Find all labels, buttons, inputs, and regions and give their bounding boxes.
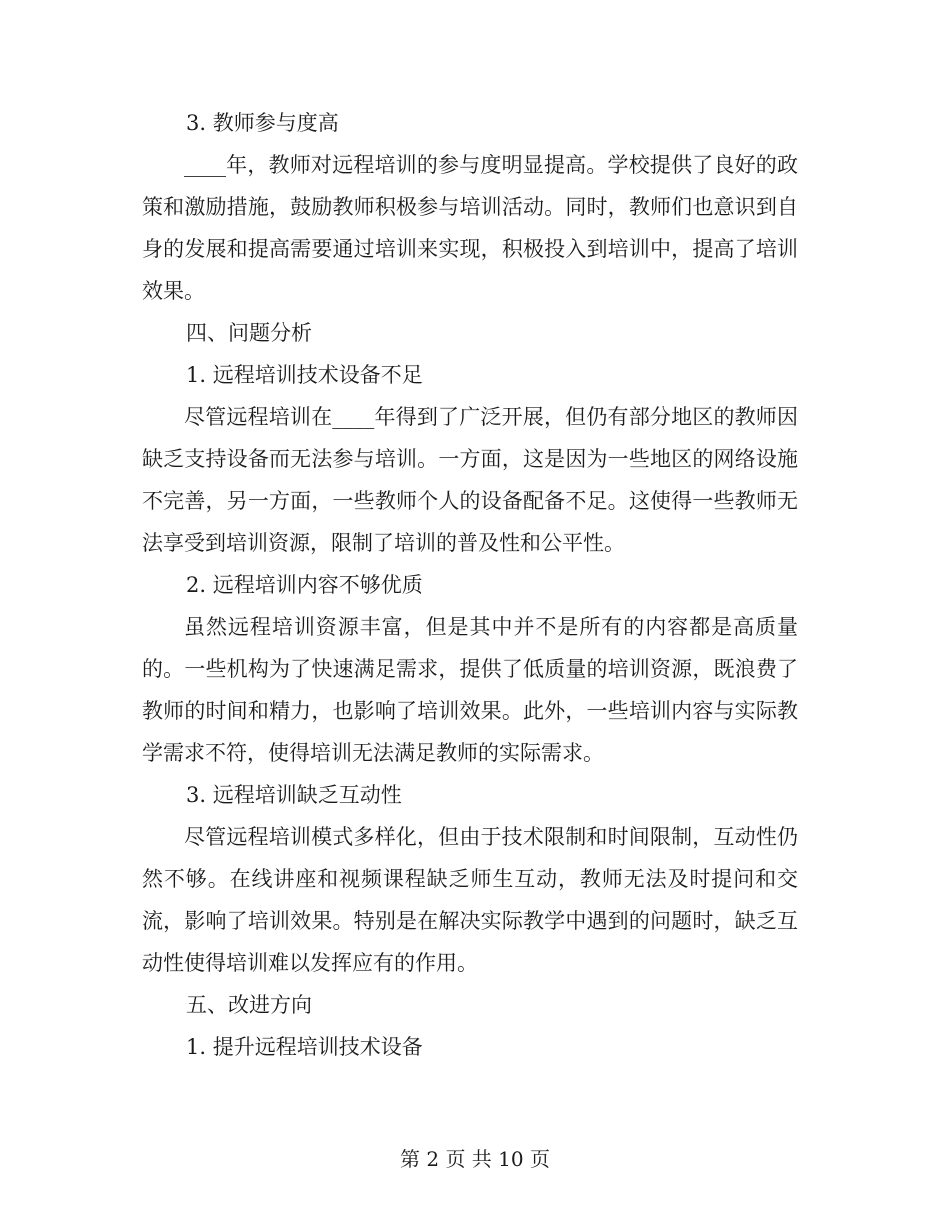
paragraph-content-quality: 虽然远程培训资源丰富，但是其中并不是所有的内容都是高质量的。一些机构为了快速满足需求，提供了低质量的培训资源，既浪费了教师的时间和精力，也影响了培训效果。此外，一些培训内容与实际教学需求不符，使得培训无法满足教师的实际需求。 (142, 615, 798, 765)
paragraph-lack-interaction: 尽管远程培训模式多样化，但由于技术限制和时间限制，互动性仍然不够。在线讲座和视频课程缺乏师生互动，教师无法及时提问和交流，影响了培训效果。特别是在解决实际教学中遇到的问题时，缺乏互动性使得培训难以发挥应有的作用。 (142, 825, 798, 975)
page-number-footer: 第 2 页 共 10 页 (400, 1147, 550, 1171)
paragraph-teacher-participation: ____年，教师对远程培训的参与度明显提高。学校提供了良好的政策和激励措施，鼓励教师积极参与培训活动。同时，教师们也意识到自身的发展和提高需要通过培训来实现，积极投入到培训中，提高了培训效果。 (142, 153, 798, 303)
section-heading-content-quality: 2. 远程培训内容不够优质 (186, 573, 423, 597)
section-heading-improve-equipment: 1. 提升远程培训技术设备 (186, 1035, 423, 1059)
paragraph-equipment-shortage: 尽管远程培训在____年得到了广泛开展，但仍有部分地区的教师因缺乏支持设备而无法参与培训。一方面，这是因为一些地区的网络设施不完善，另一方面，一些教师个人的设备配备不足。这使得一些教师无法享受到培训资源，限制了培训的普及性和公平性。 (142, 405, 798, 555)
chapter-heading-improvement-direction: 五、改进方向 (186, 993, 312, 1017)
chapter-heading-problem-analysis: 四、问题分析 (186, 321, 312, 345)
section-heading-equipment-shortage: 1. 远程培训技术设备不足 (186, 363, 423, 387)
section-heading-lack-interaction: 3. 远程培训缺乏互动性 (186, 783, 402, 807)
section-heading-teacher-participation: 3. 教师参与度高 (186, 111, 339, 135)
document-body (142, 102, 798, 1068)
